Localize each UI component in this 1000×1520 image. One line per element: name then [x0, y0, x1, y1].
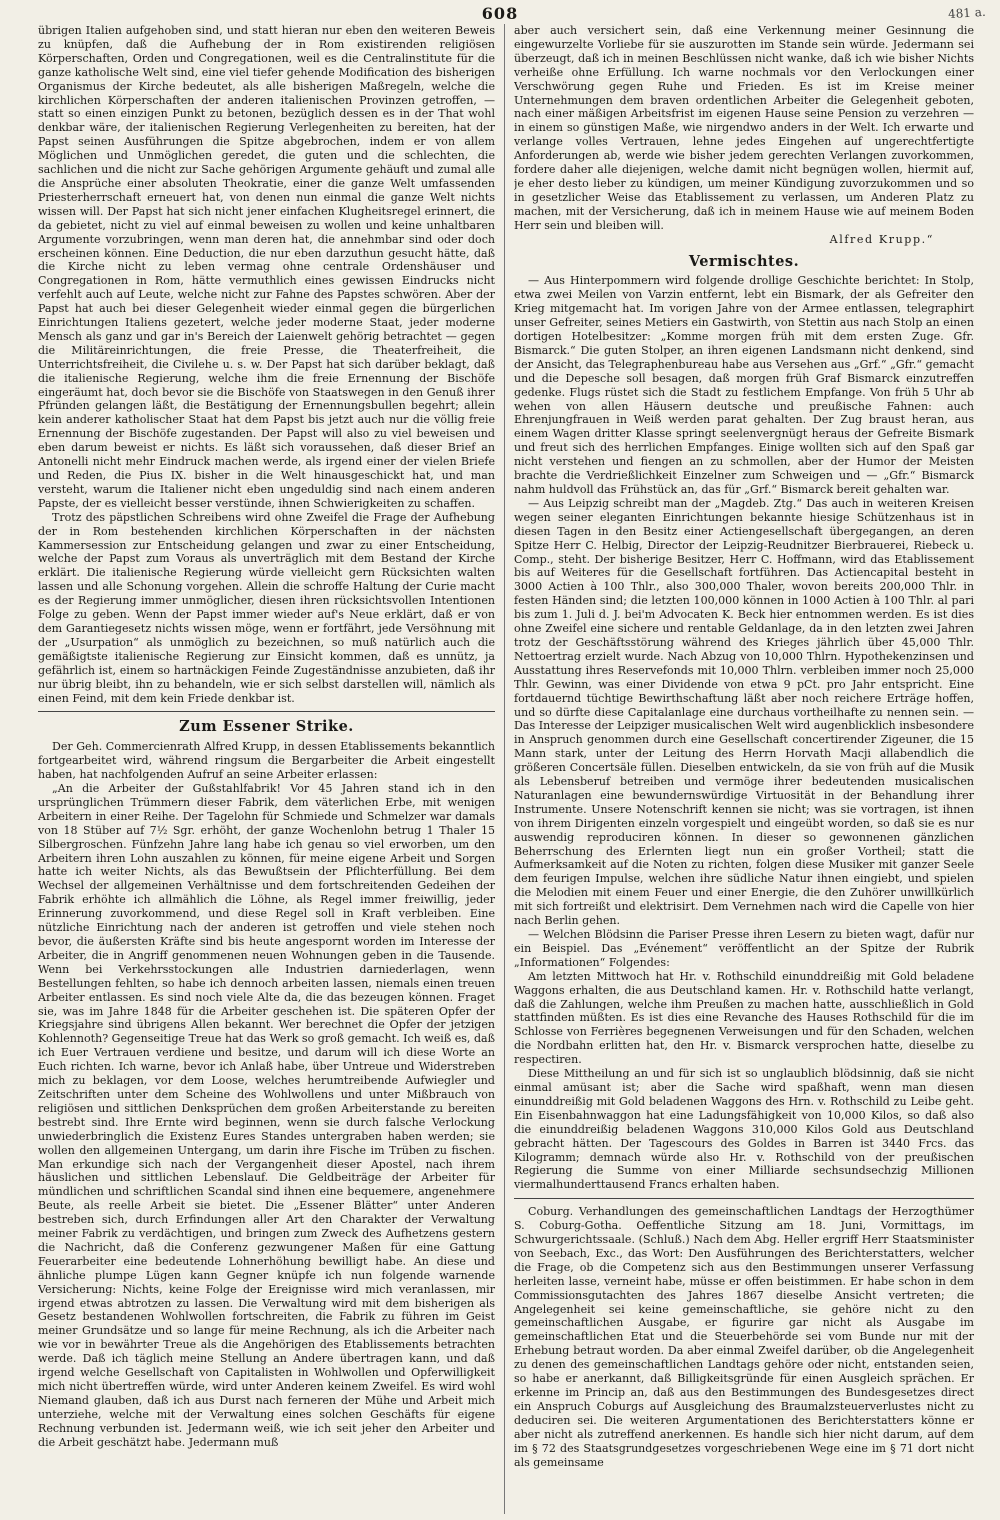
right-column: [514, 24, 974, 1514]
handwritten-corner-mark: 481 a.: [947, 4, 987, 22]
page-number: 608: [481, 4, 519, 23]
heading-essener-strike: Zum Essener Strike.: [179, 718, 354, 736]
krupp-appeal-paragraph: „An die Arbeiter der Gußstahlfabrik! Vor 45 Jahren stand ich in den ursprünglichen Trümmern dieser Fabrik, dem väterlichen Erbe, mit wenigen Arbeitern in einer Reihe. Der Tagelohn für Schmiede und Schmelzer war damals von 18 Stüber auf 7½ Sgr. erhöht, der ganze Wochenlohn betrug 1 Thaler 15 Silbergroschen. Fünfzehn Jahre lang habe ich genau so viel erworben, um den Arbeitern ihren Lohn auszahlen zu können, für meine eigene Arbeit und Sorgen hatte ich weiter Nichts, als das Bewußtsein der Pflichterfüllung. Bei dem Wechsel der allgemeinen Verhältnisse und dem fortschreitenden Gedeihen der Fabrik erhöhte ich allmählich die Löhne, als Regel immer freiwillig, jeder Erinnerung zuvorkommend, und diese Regel soll in Kraft verbleiben. Eine nützliche Einrichtung nach der anderen ist getroffen und viele stehen noch bevor, die äußersten Kräfte sind bis heute angespornt worden im Interesse der Arbeiter, die in Angriff genommenen neuen Wohnungen geben in die Tausende. Wenn bei Verkehrsstockungen alle Industrien darniederlagen, wenn Bestellungen fehlten, so habe ich dennoch arbeiten lassen, niemals einen treuen Arbeiter entlassen. Es sind noch viele Alte da, die das bezeugen können. Fraget sie, was im Jahre 1848 für die Arbeiter geschehen ist. Die späteren Opfer der Kriegsjahre sind übrigens Allen bekannt. Wer berechnet die Opfer der jetzigen Kohlennoth? Gegenseitige Treue hat das Werk so groß gemacht. Ich weiß es, daß ich Euer Vertrauen verdiene und besitze, und darum will ich diese Worte an Euch richten. Ich warne, bevor ich Anlaß habe, über Untreue und Widerstreben mich zu beklagen, vor dem Loose, welches herumtreibende Aufwiegler und Zeitschriften unter dem Scheine des Wohlwollens und unter Mißbrauch von religiösen und sittlichen Denksprüchen dem großen Arbeiterstande zu bereiten bestrebt sind. Ihre Ernte wird beginnen, wenn sie durch falsche Verlockung unwiederbringlich die Existenz Eures Standes untergraben haben werden; sie wollen den allgemeinen Untergang, um darin ihre Fische im Trüben zu fischen. Man erkundige sich nach der Vergangenheit dieser Apostel, nach ihrem häuslichen und sittlichen Lebenslauf. Die Geldbeiträge der Arbeiter für mündlichen und schriftlichen Scandal sind ihnen eine bequemere, angenehmere Beute, als reelle Arbeit sie bietet. Die „Essener Blätter“ unter Anderen bestreben sich, durch Erfindungen aller Art den Charakter der Verwaltung meiner Fabrik zu verdächtigen, und bringen zum Zweck des Aufhetzens gestern die Nachricht, daß die Conferenz gezwungener Maßen für eine Gattung Feuerarbeiter eine bedeutende Lohnerhöhung bewilligt habe. An diese und ähnliche plumpe Lügen kann Gegner knüpfe ich nun folgende warnende Versicherung: Nichts, keine Folge der Ereignisse wird mich veranlassen, mir irgend etwas abtrotzen zu lassen. Die Verwaltung wird mit dem bisherigen als Gesetz bestandenen Wohlwollen fortschreiten, die Fabrik zu führen im Geist meiner Grundsätze und so lange für meine Rechnung, als ich die Arbeiter nach wie vor in bewährter Treue als die Angehörigen des Etablissements betrachten werde. Daß ich täglich meine Stellung an Andere übertragen kann, und daß irgend welche Gesellschaft von Capitalisten in Wohlwollen und Opferwilligkeit mich nicht übertreffen würde, wird unter Anderen keinem Zweifel. Es wird wohl Niemand glauben, daß ich aus Durst nach ferneren der Mühe und Arbeit mich unterziehe, welche mit der Verwaltung eines solchen Geschäfts für eigene Rechnung verbunden ist. Jedermann weiß, wie ich seit jeher den Arbeiter und die Arbeit geschätzt habe. Jedermann muß: [38, 782, 495, 1449]
news-rothschild-commentary: Diese Mittheilung an und für sich ist so unglaublich blödsinnig, daß sie nicht einmal amüsant ist; aber die Sache wird spaßhaft, wenn man diesen einunddreißig mit Gold beladenen Waggons des Hrn. v. Rothschild zu Leibe geht. Ein Eisenbahnwaggon hat eine Ladungsfähigkeit von 10,000 Kilos, so daß also die einunddreißig beladenen Waggons 310,000 Kilos Gold aus Deutschland gebracht hätten. Der Tagescours des Goldes in Barren ist 3440 Frcs. das Kilogramm; demnach würde also Hr. v. Rothschild von der preußischen Regierung die Summe von einer Milliarde sechsundsechzig Millionen viermalhunderttausend Francs erhalten haben.: [514, 1067, 974, 1192]
news-coburg: Coburg. Verhandlungen des gemeinschaftlichen Landtags der Herzogthümer S. Coburg-Gotha. Oeffentliche Sitzung am 18. Juni, Vormittags, im Schwurgerichtssaale. (Schluß.) Nach dem Abg. Heller ergriff Herr Staatsminister von Seebach, Exc., das Wort: Den Ausführungen des Berichterstatters, welcher die Frage, ob die Competenz sich aus den Bestimmungen unserer Verfassung herleiten lasse, verneint habe, müsse er offen beistimmen. Er habe schon in dem Commissionsgutachten des Jahres 1867 dieselbe Ansicht vertreten; die Angelegenheit sei keine gemeinschaftliche, sie gehöre nicht zu den gemeinschaftlichen Ausgabe, er figurire gar nicht als Ausgabe im gemeinschaftlichen Etat und die Steuerbehörde sei vom Bunde nur mit der Erhebung betraut worden. Da aber einmal Zweifel darüber, ob die Angelegenheit zu denen des gemeinschaftlichen Landtags gehöre oder nicht, entstanden seien, so habe er anerkannt, daß Billigkeitsgründe für einen Ausgleich sprächen. Er erkenne im Princip an, daß aus den Bestimmungen des Bundesgesetzes direct ein Anspruch Coburgs auf Ausgleichung des Braumalzsteuerverlustes nicht zu deduciren sei. Die weiteren Argumentationen des Berichterstatters könne er aber nicht als zutreffend anerkennen. Es handle sich hier nicht darum, auf dem im § 72 des Staatsgrundgesetzes vorgeschriebenen Wege eine im § 71 dort nicht als gemeinsame: [514, 1205, 974, 1469]
section-divider-coburg: [514, 1198, 974, 1199]
section-divider: [38, 711, 495, 712]
column-divider: [504, 24, 505, 1514]
news-leipzig: — Aus Leipzig schreibt man der „Magdeb. Ztg.“ Das auch in weiteren Kreisen wegen seiner eleganten Einrichtungen bekannte hiesige Schützenhaus ist in diesen Tagen in den Besitz einer Actiengesellschaft übergegangen, an deren Spitze Herr C. Helbig, Director der Leipzig-Reudnitzer Bierbrauerei, Riebeck u. Comp., steht. Der bisherige Besitzer, Herr C. Hoffmann, wird das Etablissement bis auf Weiteres für die Gesellschaft fortführen. Das Actiencapital besteht in 3000 Actien à 100 Thlr., also 300,000 Thaler, wovon bereits 200,000 Thlr. in festen Händen sind; die letzten 100,000 können in 1000 Actien à 100 Thlr. al pari bis zum 1. Juli d. J. bei'm Advocaten K. Beck hier entnommen werden. Es ist dies ohne Zweifel eine sichere und rentable Geldanlage, da in den letzten zwei Jahren trotz der Geschäftsstörung während des Krieges jährlich über 45,000 Thlr. Nettoertrag erzielt wurde. Nach Abzug von 10,000 Thlrn. Hypothekenzinsen und Ausstattung ihres Reservefonds mit 10,000 Thlrn. verbleiben immer noch 25,000 Thlr. Gewinn, was einer Dividende von etwa 9 pCt. pro Jahr entspricht. Eine fortdauernd tüchtige Bewirthschaftung läßt aber noch reichere Erträge hoffen, und so dürfte diese Capitalanlage eine durchaus vortheilhafte zu nennen sein. — Das Interesse der Leipziger musicalischen Welt wird augenblicklich insbesondere in Anspruch genommen durch eine Gesellschaft concertirender Zigeuner, die 15 Mann stark, unter der Leitung des Herrn Horvath Macji allabendlich die größeren Concertsäle füllen. Dieselben entwickeln, da sie von früh auf die Musik als Lebensberuf betreiben und vermöge ihrer bedeutenden musicalischen Naturanlagen eine bewundernswürdige Virtuosität in der Behandlung ihrer Instrumente. Unsere Notenschrift kennen sie nicht; was sie vortragen, ist ihnen von ihrem Dirigenten einzeln vorgespielt und eingeübt worden, so daß sie es nur auswendig reproduciren können. In dieser so gewonnenen gänzlichen Beherrschung des Erlernten liegt nun ein großer Vortheil; statt die Aufmerksamkeit auf die Noten zu richten, folgen diese Musiker mit ganzer Seele dem feurigen Impulse, welchen ihre südliche Natur ihnen eingiebt, und spielen die Melodien mit einem Feuer und einer Energie, die den Zuhörer unwillkürlich mit sich fortreißt und elektrisirt. Dem Vernehmen nach wird die Capelle von hier nach Berlin gehen.: [514, 496, 974, 928]
left-column: [38, 24, 495, 1514]
news-hinterpommern: — Aus Hinterpommern wird folgende drollige Geschichte berichtet: In Stolp, etwa zwei Meilen von Varzin entfernt, lebt ein Bismark, der als Gefreiter den Krieg mitgemacht hat. Im vorigen Jahre von der Armee entlassen, telegraphirt unser Gefreiter, seines Metiers ein Gastwirth, von Stettin aus nach Stolp an einen dortigen Hotelbesitzer: „Komme morgen früh mit dem ersten Zuge. Gfr. Bismarck.“ Die guten Stolper, an ihren eigenen Landsmann nicht denkend, sind der Ansicht, das Telegraphenbureau habe aus Versehen aus „Grf.“ „Gfr.“ gemacht und die Depesche soll besagen, daß morgen früh Graf Bismarck einzutreffen gedenke. Flugs rüstet sich die Stadt zu festlichem Empfange. Von früh 5 Uhr ab wehen von allen Häusern deutsche und preußische Fahnen: auch Ehrenjungfrauen in Weiß werden parat gehalten. Der Zug braust heran, aus einem Wagen dritter Klasse springt seelenvergnügt heraus der Gefreite Bismark und freut sich des herrlichen Empfanges. Einige wollten sich auf den Spaß gar nicht verstehen und fiengen an zu schmollen, aber der Humor der Meisten brachte die Verdrießlichkeit Einzelner zum Schweigen und — „Gfr.“ Bismarck nahm huldvoll das Frühstück an, das für „Grf.“ Bismarck bereit gehalten war.: [514, 274, 974, 496]
signature-krupp: Alfred Krupp.“: [829, 232, 934, 246]
article-italy-paragraph-1: übrigen Italien aufgehoben sind, und statt hieran nur eben den weiteren Beweis zu knüpfen, daß die Aufhebung der in Rom existirenden religiösen Körperschaften, Orden und Congregationen, weil es die Centralinstitute für die ganze katholische Welt sind, eine viel tiefer gehende Modification des bisherigen Organismus der Kirche bedeutet, als alle bisherigen Maßregeln, welche die kirchlichen Körperschaften der anderen italienischen Provinzen getroffen, — statt so einen einzigen Punkt zu betonen, bezüglich dessen es in der That wohl denkbar wäre, der italienischen Regierung Verlegenheiten zu bereiten, hat der Papst seinen Ausführungen die Spitze abgebrochen, indem er von allem Möglichen und Unmöglichen geredet, die guten und die schlechten, die sachlichen und die nicht zur Sache gehörigen Argumente gehäuft und zumal alle die Ansprüche einer absoluten Theokratie, einer die ganze Welt umfassenden Priesterherrschaft erneuert hat, von denen nun einmal die ganze Welt nichts wissen will. Der Papst hat sich nicht jener einfachen Klugheitsregel erinnert, die da gebietet, nicht zu viel auf einmal beweisen zu wollen und keine unhaltbaren Argumente vorzubringen, wenn man deren hat, die annehmbar sind oder doch erscheinen können. Eine Deduction, die nur eben darzuthun gesucht hätte, daß die Kirche nicht zu leben vermag ohne centrale Ordenshäuser und Congregationen in Rom, hätte vermuthlich eines gewissen Eindrucks nicht verfehlt auch auf Leute, welche nicht zur Fahne des Papstes schwören. Aber der Papst hat auch bei dieser Gelegenheit wieder einmal gegen die bürgerlichen Einrichtungen Italiens gezetert, welche jeder moderne Staat, jeder moderne Mensch als ganz und gar in's Bereich der Laienwelt gehörig betrachtet — gegen die Militäreinrichtungen, die freie Presse, die Theaterfreiheit, die Unterrichtsfreiheit, die Civilehe u. s. w. Der Papst hat sich darüber beklagt, daß die italienische Regierung, welche ihm die freie Ernennung der Bischöfe eingeräumt hat, doch bevor sie die Bischöfe von Staatswegen in den Genuß ihrer Pfründen gelangen läßt, die Bestätigung der Ernennungsbullen begehrt; allein kein anderer katholischer Staat hat dem Papst bis jetzt auch nur die völlig freie Ernennung der Bischöfe zugestanden. Der Papst will also zu viel beweisen und eben darum beweist er nichts. Es läßt sich voraussehen, daß dieser Brief an Antonelli nicht mehr Eindruck machen werde, als irgend einer der vielen Briefe und Reden, die Pius IX. bisher in die Welt hinausgeschickt hat, und man versteht, warum die Italiener nicht eben ungeduldig sind nach einem anderen Papste, der es vielleicht besser verstünde, ihnen Schwierigkeiten zu schaffen.: [38, 24, 495, 510]
heading-vermischtes: Vermischtes.: [688, 252, 800, 270]
strike-intro-paragraph: Der Geh. Commercienrath Alfred Krupp, in dessen Etablissements bekanntlich fortgearbeitet wird, während ringsum die Bergarbeiter die Arbeit eingestellt haben, hat nachfolgenden Aufruf an seine Arbeiter erlassen:: [38, 740, 495, 782]
krupp-appeal-continuation: aber auch versichert sein, daß eine Verkennung meiner Gesinnung die eingewurzelte Vorliebe für sie auszurotten im Stande sein würde. Jedermann sei überzeugt, daß ich in meinen Beschlüssen nicht wanke, daß ich wie bisher Nichts verheiße ohne Erfüllung. Ich warne nochmals vor den Verlockungen einer Verschwörung gegen Ruhe und Frieden. Es ist im Kreise meiner Unternehmungen dem braven ordentlichen Arbeiter die Gelegenheit geboten, nach einer mäßigen Arbeitsfrist im eigenen Hause seine Pension zu verzehren — in einem so günstigen Maße, wie nirgendwo anders in der Welt. Ich erwarte und verlange volles Vertrauen, lehne jedes Eingehen auf ungerechtfertigte Anforderungen ab, werde wie bisher jedem gerechten Verlangen zuvorkommen, fordere daher alle diejenigen, welche damit nicht begnügen wollen, hiermit auf, je eher desto lieber zu kündigen, um meiner Kündigung zuvorzukommen und so in gesetzlicher Weise das Etablissement zu verlassen, um Anderen Platz zu machen, mit der Versicherung, daß ich in meinem Hause wie auf meinem Boden Herr sein und bleiben will.: [514, 24, 974, 232]
news-paris-press-intro: — Welchen Blödsinn die Pariser Presse ihren Lesern zu bieten wagt, dafür nur ein Beispiel. Das „Evénement“ veröffentlicht an der Spitze der Rubrik „Informationen“ Folgendes:: [514, 928, 974, 969]
article-italy-paragraph-2: Trotz des päpstlichen Schreibens wird ohne Zweifel die Frage der Aufhebung der in Rom bestehenden kirchlichen Körperschaften in der nächsten Kammersession zur Entscheidung gelangen und zwar zu einer Entscheidung, welche der Papst zum Voraus als unverträglich mit dem Bestand der Kirche erklärt. Die italienische Regierung würde vielleicht gern Rücksichten walten lassen und alle Schonung vorgehen. Allein die schroffe Haltung der Curie macht es der Regierung immer unmöglicher, diesen ihren rücksichtsvollen Intentionen Folge zu geben. Wenn der Papst immer wieder auf's Neue erklärt, daß er von dem Garantiegesetz nichts wissen möge, wenn er fortfährt, jede Versöhnung mit der „Usurpation“ als unmöglich zu bezeichnen, so muß natürlich auch die gemäßigtste italienische Regierung zur Einsicht kommen, daß es unnütz, ja gefährlich ist, einem so hartnäckigen Feinde Zugeständnisse anzubieten, daß ihr nur übrig bleibt, ihn zu behandeln, wie er sich selbst darstellen will, nämlich als einen Feind, mit dem kein Friede denkbar ist.: [38, 510, 495, 705]
news-rothschild-quote: Am letzten Mittwoch hat Hr. v. Rothschild einunddreißig mit Gold beladene Waggons erhalten, die aus Deutschland kamen. Hr. v. Rothschild hatte verlangt, daß die Zahlungen, welche ihm Preußen zu machen hatte, ausschließlich in Gold stattfinden müßten. Es ist dies eine Revanche des Hauses Rothschild für die im Schlosse von Ferrières begegnenen Verweisungen und für den Schaden, welchen die Nordbahn erlitten hat, den Hr. v. Bismarck versprochen hatte, dieselbe zu respectiren.: [514, 969, 974, 1067]
